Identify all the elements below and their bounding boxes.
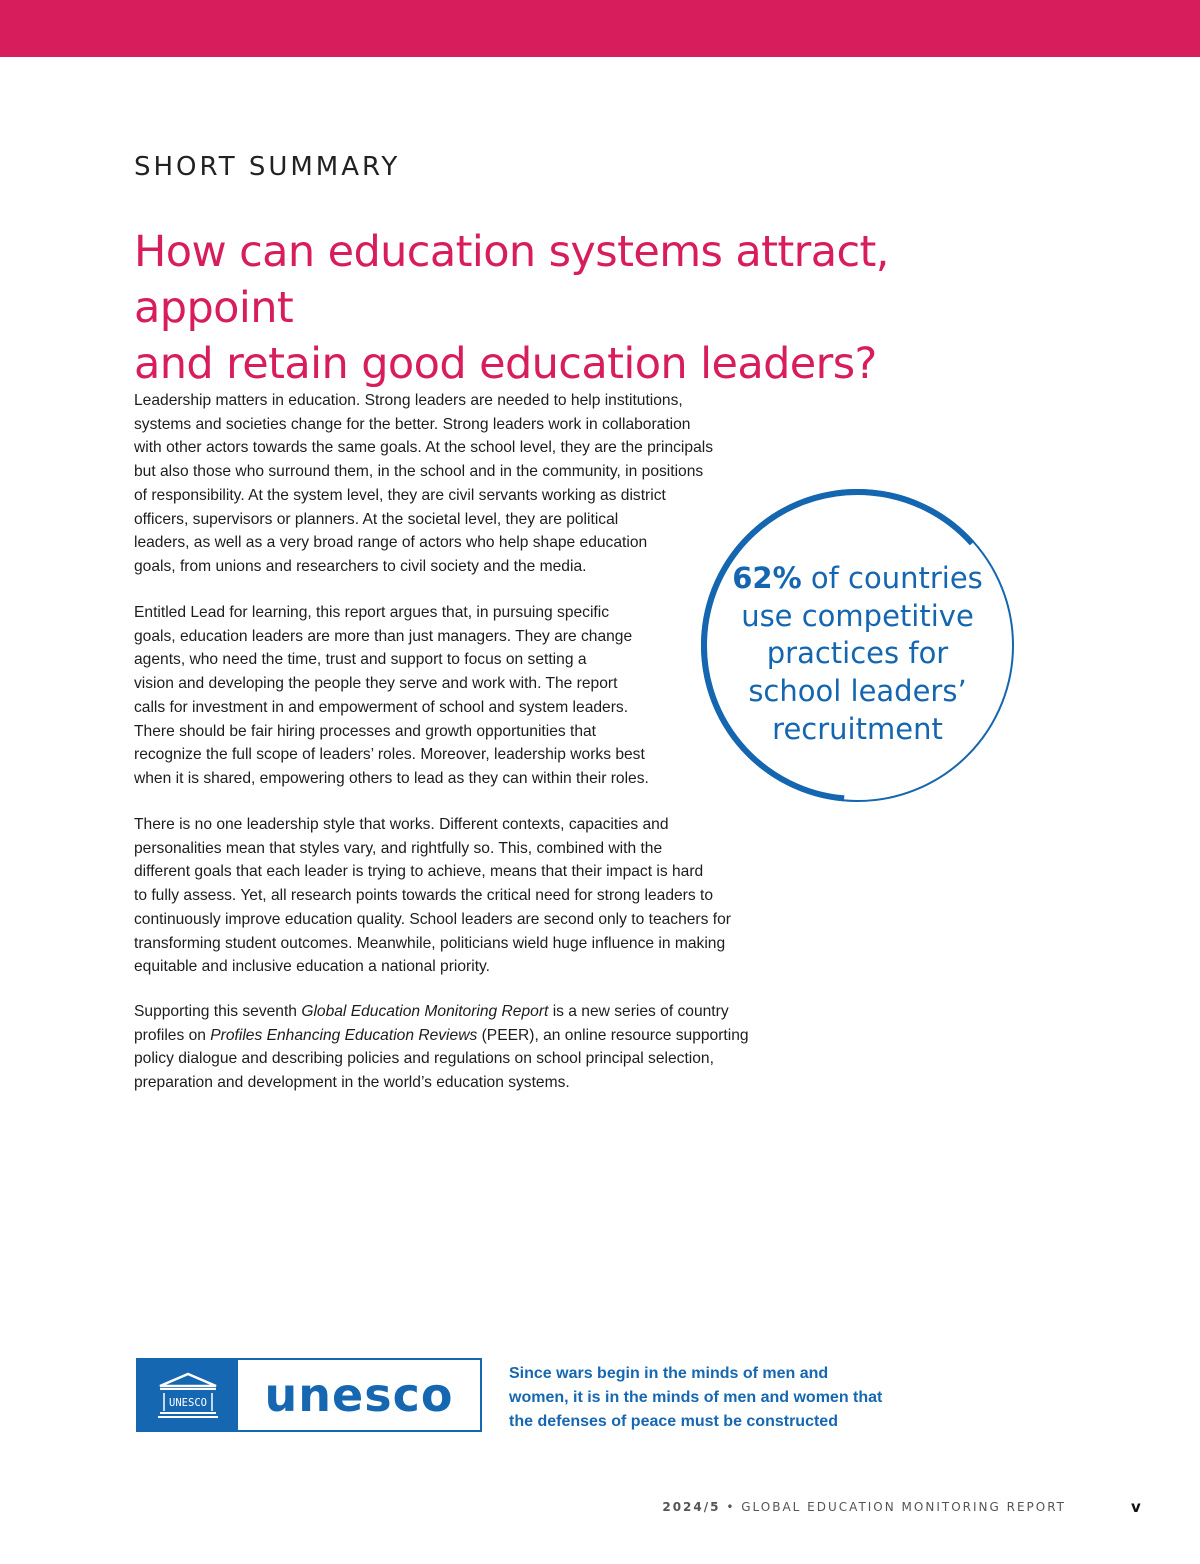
title-line-2: and retain good education leaders?	[134, 339, 877, 389]
paragraph-line: policy dialogue and describing policies and regulations on school principal selection,	[134, 1050, 714, 1068]
peer-title-italic: Profiles Enhancing Education Reviews	[210, 1026, 478, 1044]
page-number: v	[1131, 1498, 1141, 1516]
paragraph-line: calls for investment in and empowerment of school and system leaders.	[134, 698, 629, 716]
paragraph-line: leaders, as well as a very broad range of actors who help shape education	[134, 534, 648, 552]
paragraph-line: when it is shared, empowering others to lead as they can within their roles.	[134, 769, 649, 787]
section-label: SHORT SUMMARY	[134, 152, 401, 182]
top-accent-bar	[0, 0, 1200, 57]
paragraph-line: of responsibility. At the system level, they are civil servants working as district	[134, 486, 666, 504]
paragraph-line: different goals that each leader is trying to achieve, means that their impact is hard	[134, 863, 704, 881]
stat-line-3: practices for	[766, 636, 949, 671]
footer-separator: •	[726, 1500, 736, 1514]
emblem-lettering: UNESCO	[169, 1397, 207, 1409]
paragraph-line: transforming student outcomes. Meanwhile, politicians wield huge influence in making	[134, 934, 726, 952]
paragraph-line	[134, 1000, 794, 1024]
paragraph-line	[134, 1024, 794, 1048]
footer-year: 2024/5	[662, 1500, 721, 1514]
paragraph-line: preparation and development in the world’s education systems.	[134, 1074, 570, 1092]
paragraph-1	[134, 389, 774, 579]
paragraph-3	[134, 813, 794, 979]
temple-icon	[156, 1370, 220, 1420]
title-line-1: How can education systems attract, appoint	[134, 227, 889, 333]
stat-line-2: use competitive	[741, 598, 974, 633]
stat-text-run: of countries	[801, 561, 983, 595]
paragraph-line: recognize the full scope of leaders’ roles. Moreover, leadership works best	[134, 746, 645, 764]
motto-line: Since wars begin in the minds of men and	[509, 1365, 829, 1382]
unesco-wordmark: unesco	[264, 1368, 454, 1422]
paragraph-line: agents, who need the time, trust and support to focus on setting a	[134, 651, 587, 669]
paragraph-line: equitable and inclusive education a national priority.	[134, 958, 490, 976]
paragraph-line: There is no one leadership style that works. Different contexts, capacities and	[134, 816, 669, 833]
motto-line: the defenses of peace must be constructed	[509, 1413, 838, 1430]
paragraph-line: goals, education leaders are more than just managers. They are change	[134, 627, 633, 645]
stat-line-1	[700, 560, 1015, 598]
text-run: profiles on	[134, 1026, 211, 1044]
running-footer	[662, 1500, 1066, 1514]
stat-callout-text	[700, 560, 1015, 749]
unesco-motto	[509, 1362, 929, 1434]
page-title	[134, 224, 1034, 392]
paragraph-line: systems and societies change for the better. Strong leaders work in collaboration	[134, 415, 691, 433]
unesco-temple-emblem	[138, 1360, 238, 1430]
paragraph-line: officers, supervisors or planners. At the societal level, they are political	[134, 510, 619, 528]
text-run: Supporting this seventh	[134, 1003, 302, 1020]
stat-value: 62%	[732, 561, 802, 595]
paragraph-line: goals, from unions and researchers to civil society and the media.	[134, 557, 587, 575]
motto-line: women, it is in the minds of men and women that	[509, 1389, 883, 1406]
text-run: (PEER), an online resource supporting	[477, 1026, 749, 1044]
paragraph-line: continuously improve education quality. School leaders are second only to teachers for	[134, 910, 731, 928]
stat-line-5: recruitment	[772, 711, 943, 746]
paragraph-line: vision and developing the people they serve and work with. The report	[134, 675, 618, 693]
paragraph-line: with other actors towards the same goals. At the school level, they are the principals	[134, 439, 714, 457]
paragraph-4	[134, 1000, 794, 1095]
paragraph-line: but also those who surround them, in the school and in the community, in positions	[134, 463, 704, 481]
unesco-logo	[136, 1358, 482, 1432]
paragraph-line: personalities mean that styles vary, and rightfully so. This, combined with the	[134, 839, 663, 857]
stat-line-4: school leaders’	[748, 674, 967, 709]
paragraph-line: There should be fair hiring processes and growth opportunities that	[134, 722, 597, 740]
paragraph-2	[134, 601, 704, 791]
report-title-italic: Global Education Monitoring Report	[301, 1003, 549, 1020]
footer-report-title: GLOBAL EDUCATION MONITORING REPORT	[741, 1500, 1066, 1514]
text-run: is a new series of country	[548, 1003, 729, 1020]
paragraph-line: Entitled Lead for learning, this report argues that, in pursuing specific	[134, 604, 610, 621]
paragraph-line: Leadership matters in education. Strong leaders are needed to help institutions,	[134, 392, 683, 409]
paragraph-line: to fully assess. Yet, all research points towards the critical need for strong leaders to	[134, 887, 714, 905]
